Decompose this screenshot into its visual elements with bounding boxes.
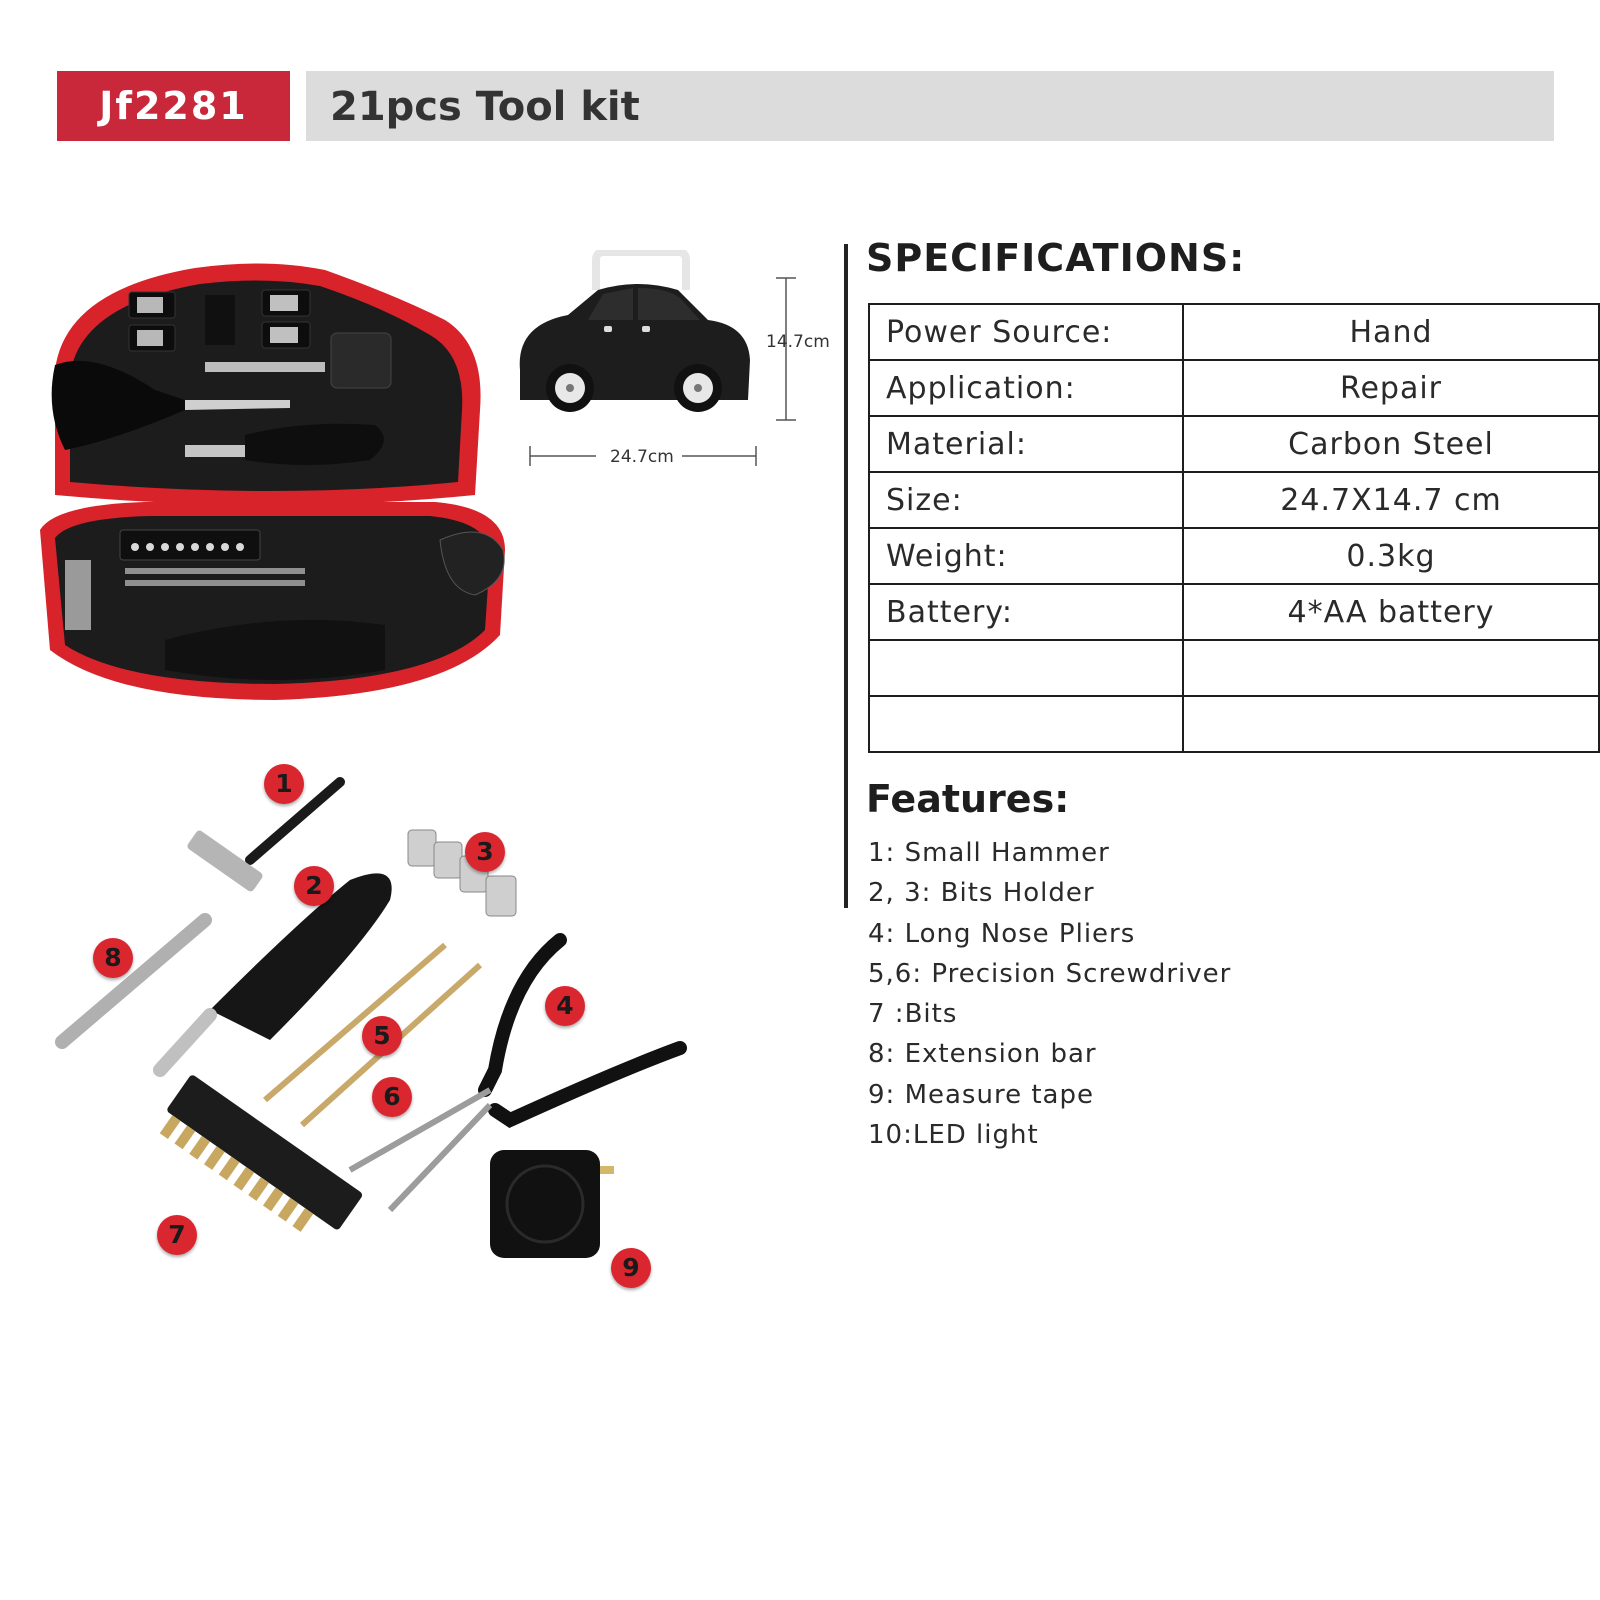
spec-value: Hand bbox=[1183, 304, 1599, 360]
spec-row bbox=[869, 304, 1599, 360]
spec-label bbox=[869, 696, 1183, 752]
spec-label: Weight: bbox=[869, 528, 1183, 584]
callout-6: 6 bbox=[372, 1077, 412, 1117]
feature-item: 5,6: Precision Screwdriver bbox=[868, 958, 1232, 989]
spec-row bbox=[869, 416, 1599, 472]
feature-item: 10:LED light bbox=[868, 1120, 1039, 1151]
spec-row bbox=[869, 640, 1599, 696]
features-list bbox=[868, 836, 1231, 1158]
specifications-table bbox=[868, 303, 1600, 753]
spec-row bbox=[869, 360, 1599, 416]
callout-4: 4 bbox=[545, 986, 585, 1026]
spec-value: Carbon Steel bbox=[1183, 416, 1599, 472]
spec-value: 4*AA battery bbox=[1183, 584, 1599, 640]
callout-5: 5 bbox=[362, 1016, 402, 1056]
product-title: 21pcs Tool kit bbox=[330, 84, 640, 130]
spec-value: 24.7X14.7 cm bbox=[1183, 472, 1599, 528]
spec-label: Battery: bbox=[869, 584, 1183, 640]
feature-item: 7 :Bits bbox=[868, 999, 958, 1030]
spec-label: Material: bbox=[869, 416, 1183, 472]
model-badge bbox=[57, 71, 290, 141]
callout-7: 7 bbox=[157, 1215, 197, 1255]
width-dimension-label: 24.7cm bbox=[610, 447, 674, 467]
feature-item: 1: Small Hammer bbox=[868, 838, 1110, 868]
feature-item: 9: Measure tape bbox=[868, 1079, 1094, 1110]
spec-row bbox=[869, 584, 1599, 640]
feature-item: 4: Long Nose Pliers bbox=[868, 918, 1136, 949]
callout-8: 8 bbox=[93, 938, 133, 978]
spec-row bbox=[869, 472, 1599, 528]
spec-value bbox=[1183, 640, 1599, 696]
spec-value: Repair bbox=[1183, 360, 1599, 416]
spec-row bbox=[869, 528, 1599, 584]
section-divider bbox=[844, 244, 848, 908]
specifications-heading: SPECIFICATIONS: bbox=[866, 236, 1246, 280]
open-case-image bbox=[25, 250, 525, 720]
feature-item: 8: Extension bar bbox=[868, 1039, 1097, 1070]
callout-9: 9 bbox=[611, 1248, 651, 1288]
spec-label: Application: bbox=[869, 360, 1183, 416]
spec-label: Size: bbox=[869, 472, 1183, 528]
spec-label bbox=[869, 640, 1183, 696]
dimension-lines bbox=[520, 270, 800, 470]
feature-item: 2, 3: Bits Holder bbox=[868, 878, 1095, 909]
callout-2: 2 bbox=[294, 866, 334, 906]
model-number: Jf2281 bbox=[99, 84, 248, 128]
title-bar bbox=[306, 71, 1554, 141]
spec-value: 0.3kg bbox=[1183, 528, 1599, 584]
callout-1: 1 bbox=[264, 764, 304, 804]
height-dimension-label: 14.7cm bbox=[766, 332, 830, 352]
features-heading: Features: bbox=[866, 777, 1070, 821]
spec-value bbox=[1183, 696, 1599, 752]
spec-label: Power Source: bbox=[869, 304, 1183, 360]
callout-3: 3 bbox=[465, 832, 505, 872]
spec-row bbox=[869, 696, 1599, 752]
